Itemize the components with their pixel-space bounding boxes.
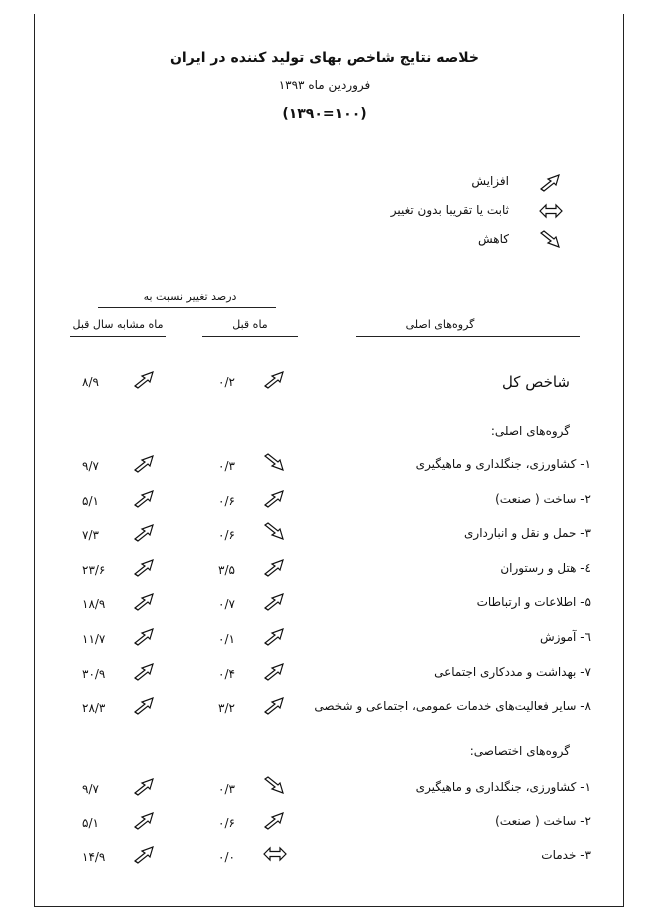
arrow-stable-icon bbox=[538, 201, 564, 221]
arrow-up-icon bbox=[132, 626, 158, 646]
yoy-value: ۱۸/۹ bbox=[82, 597, 106, 612]
group-label: ٤- هتل و رستوران bbox=[500, 560, 591, 575]
arrow-down-icon bbox=[262, 776, 288, 796]
yoy-value: ۲۳/۶ bbox=[82, 562, 106, 577]
legend-stable-label: ثابت یا تقریبا بدون تغییر bbox=[390, 203, 509, 217]
group-label: ۱- کشاورزی، جنگلداری و ماهیگیری bbox=[415, 780, 591, 794]
prev-month-value: ۰/۱ bbox=[218, 632, 235, 646]
yoy-value: ۵/۱ bbox=[82, 493, 99, 508]
prev-month-value: ۰/۴ bbox=[218, 666, 235, 681]
prev-month-header-rule bbox=[202, 336, 298, 337]
arrow-down-icon bbox=[538, 230, 564, 250]
overall-prev-month-value: ۰/۲ bbox=[218, 375, 235, 389]
arrow-up-icon bbox=[132, 661, 158, 681]
yoy-header-rule bbox=[70, 336, 166, 337]
document-period: فروردین ماه ۱۳۹۳ bbox=[278, 78, 371, 92]
yoy-value: ۱۱/۷ bbox=[82, 632, 106, 646]
arrow-up-icon bbox=[262, 661, 288, 681]
arrow-up-icon bbox=[262, 695, 288, 715]
overall-label: شاخص کل bbox=[501, 373, 570, 391]
prev-month-value: ۳/۵ bbox=[218, 562, 235, 577]
document-title: خلاصه نتایج شاخص بهای تولید کننده در ایران bbox=[169, 50, 479, 66]
prev-month-value: ۳/۲ bbox=[218, 701, 235, 716]
special-section-title: گروه‌های اختصاصی: bbox=[469, 744, 570, 758]
yoy-value: ۹/۷ bbox=[82, 459, 99, 473]
arrow-up-icon bbox=[132, 453, 158, 473]
yoy-value: ۱۴/۹ bbox=[82, 850, 106, 864]
arrow-down-icon bbox=[262, 522, 288, 542]
prev-month-value: ۰/۰ bbox=[218, 850, 235, 864]
arrow-stable-icon bbox=[262, 844, 288, 864]
arrow-up-icon bbox=[262, 591, 288, 611]
yoy-column-header: ماه مشابه سال قبل bbox=[72, 318, 164, 331]
arrow-up-icon bbox=[262, 488, 288, 508]
group-label: ۳- خدمات bbox=[541, 848, 591, 862]
legend-decrease-label: کاهش bbox=[478, 232, 509, 246]
yoy-value: ۳۰/۹ bbox=[82, 666, 106, 681]
groups-column-header: گروه‌های اصلی bbox=[405, 318, 475, 331]
prev-month-value: ۰/۶ bbox=[218, 816, 235, 830]
arrow-up-icon bbox=[132, 776, 158, 796]
prev-month-value: ۰/۶ bbox=[218, 528, 235, 543]
overall-yoy-value: ۸/۹ bbox=[82, 375, 99, 389]
arrow-up-icon bbox=[132, 810, 158, 830]
group-label: ۱- کشاورزی، جنگلداری و ماهیگیری bbox=[415, 457, 591, 471]
arrow-up-icon bbox=[538, 172, 564, 192]
arrow-up-icon bbox=[262, 626, 288, 646]
base-year: (۱۰۰=۱۳۹۰) bbox=[282, 106, 367, 122]
prev-month-value: ۰/۳ bbox=[218, 782, 235, 796]
yoy-value: ۵/۱ bbox=[82, 816, 99, 830]
legend-increase-label: افزایش bbox=[471, 174, 509, 188]
arrow-up-icon bbox=[132, 488, 158, 508]
arrow-down-icon bbox=[262, 453, 288, 473]
group-label: ٦- آموزش bbox=[539, 630, 591, 644]
prev-month-value: ۰/۶ bbox=[218, 493, 235, 508]
group-label: ۵- اطلاعات و ارتباطات bbox=[476, 595, 591, 610]
header-rule bbox=[98, 307, 276, 308]
prev-month-value: ۰/۷ bbox=[218, 597, 235, 612]
arrow-up-icon bbox=[262, 810, 288, 830]
arrow-up-icon bbox=[132, 557, 158, 577]
arrow-up-icon bbox=[132, 844, 158, 864]
arrow-up-icon bbox=[132, 591, 158, 611]
yoy-value: ۲۸/۳ bbox=[82, 701, 106, 716]
change-header: درصد تغییر نسبت به bbox=[143, 290, 237, 303]
group-label: ۲- ساخت ( صنعت) bbox=[495, 814, 591, 828]
group-label: ۲- ساخت ( صنعت) bbox=[495, 491, 591, 506]
groups-header-rule bbox=[356, 336, 580, 337]
prev-month-column-header: ماه قبل bbox=[232, 318, 268, 331]
group-label: ۷- بهداشت و مددکاری اجتماعی bbox=[434, 664, 591, 679]
arrow-up-icon bbox=[132, 522, 158, 542]
prev-month-value: ۰/۳ bbox=[218, 459, 235, 473]
overall-prev-month-arrow-icon bbox=[262, 369, 288, 389]
group-label: ۳- حمل و نقل و انبارداری bbox=[464, 526, 591, 541]
overall-yoy-arrow-icon bbox=[132, 369, 158, 389]
yoy-value: ۹/۷ bbox=[82, 782, 99, 796]
main-section-title: گروه‌های اصلی: bbox=[490, 424, 570, 438]
arrow-up-icon bbox=[262, 557, 288, 577]
arrow-up-icon bbox=[132, 695, 158, 715]
yoy-value: ۷/۳ bbox=[82, 528, 99, 543]
group-label: ۸- سایر فعالیت‌های خدمات عمومی، اجتماعی و شخصی bbox=[314, 699, 591, 714]
